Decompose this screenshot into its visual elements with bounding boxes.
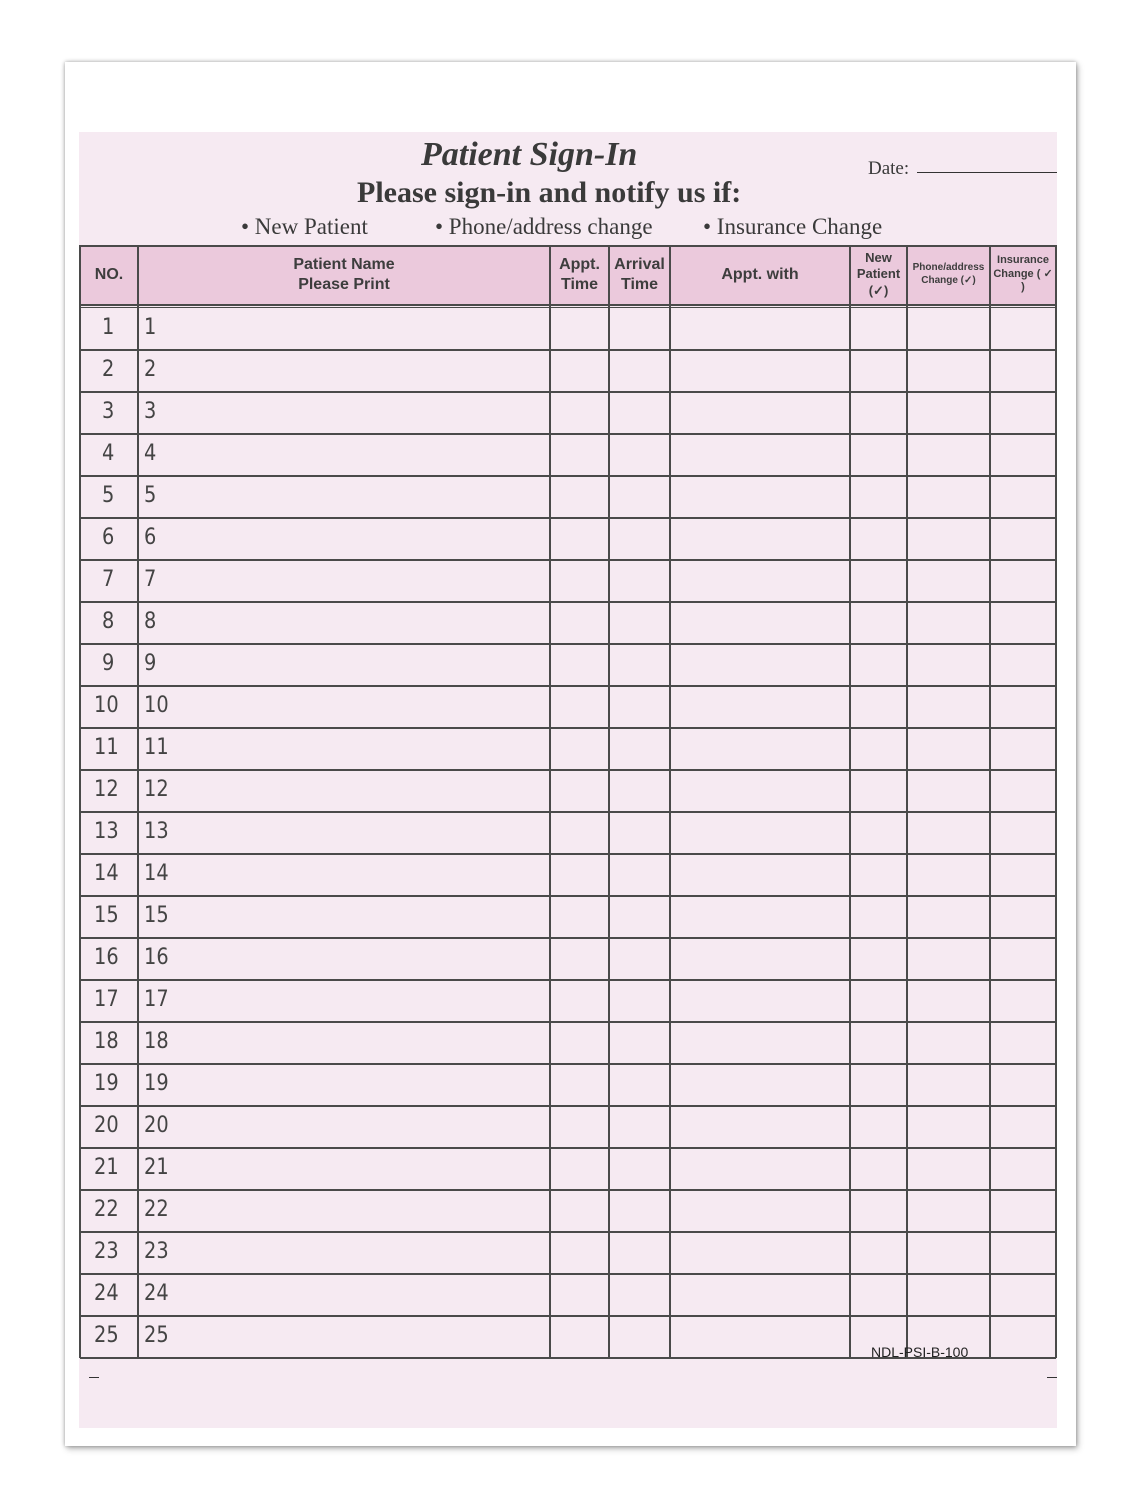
header-appt-time (550, 245, 609, 304)
row-rule (80, 1063, 1056, 1065)
patient-name-line-number: 15 (144, 903, 169, 928)
row-number: 4 (102, 441, 115, 466)
patient-name-line-number: 1 (144, 315, 157, 340)
table-row[interactable] (80, 1274, 1056, 1316)
patient-name-line-number: 22 (144, 1197, 169, 1222)
patient-name-line-number: 12 (144, 777, 169, 802)
patient-name-line-number: 5 (144, 483, 157, 508)
row-number: 16 (94, 945, 119, 970)
patient-name-line-number: 16 (144, 945, 169, 970)
header-appt-time-line2: Time (560, 275, 599, 293)
row-rule (80, 811, 1056, 813)
row-rule (80, 937, 1056, 939)
header-phone-address-line2: Change (✓) (921, 274, 976, 286)
header-phone-address-line1: Phone/address (912, 262, 985, 273)
patient-name-line-number: 21 (144, 1155, 169, 1180)
row-rule (80, 559, 1056, 561)
table-row[interactable] (80, 350, 1056, 392)
column-rule (137, 245, 139, 1358)
patient-name-line-number: 6 (144, 525, 157, 550)
row-rule (80, 1273, 1056, 1275)
patient-name-line-number: 13 (144, 819, 169, 844)
table-row[interactable] (80, 770, 1056, 812)
header-arrival-time (609, 245, 670, 304)
patient-name-line-number: 24 (144, 1281, 169, 1306)
form-code: NDL-PSI-B-100 (871, 1344, 969, 1360)
reason-new-patient: • New Patient (241, 214, 368, 239)
table-row[interactable] (80, 1190, 1056, 1232)
row-number: 5 (102, 483, 115, 508)
trim-mark-left (89, 1377, 99, 1378)
table-row[interactable] (80, 392, 1056, 434)
patient-name-line-number: 2 (144, 357, 157, 382)
row-number: 15 (94, 903, 119, 928)
header-new-patient-line1: New Patient (856, 250, 901, 282)
column-rule (1055, 245, 1057, 1358)
row-rule (80, 1189, 1056, 1191)
patient-name-line-number: 20 (144, 1113, 169, 1138)
patient-name-line-number: 23 (144, 1239, 169, 1264)
sign-in-sheet (65, 62, 1076, 1446)
table-row[interactable] (80, 644, 1056, 686)
row-number: 17 (94, 987, 119, 1012)
table-top-rule (80, 245, 1056, 247)
header-appt-with (670, 245, 850, 304)
table-row[interactable] (80, 728, 1056, 770)
table-row[interactable] (80, 308, 1056, 350)
header-insurance-change-line2: Change ( ✓ ) (993, 267, 1053, 294)
header-arrival-time-line2: Time (620, 275, 659, 293)
row-rule (80, 475, 1056, 477)
column-rule (79, 245, 81, 1358)
column-rule (608, 245, 610, 1358)
row-number: 3 (102, 399, 115, 424)
table-row[interactable] (80, 1232, 1056, 1274)
column-rule (906, 245, 908, 1358)
reason-phone-address-change: • Phone/address change (435, 214, 653, 239)
row-rule (80, 895, 1056, 897)
row-rule (80, 979, 1056, 981)
trim-mark-right (1047, 1377, 1057, 1378)
date-field[interactable] (917, 172, 1057, 173)
table-row[interactable] (80, 434, 1056, 476)
patient-name-line-number: 4 (144, 441, 157, 466)
table-row[interactable] (80, 1106, 1056, 1148)
header-no (80, 245, 138, 304)
row-rule (80, 685, 1056, 687)
table-row[interactable] (80, 854, 1056, 896)
patient-name-line-number: 18 (144, 1029, 169, 1054)
column-rule (989, 245, 991, 1358)
header-patient-name-line1: Patient Name (293, 255, 395, 273)
row-rule (80, 391, 1056, 393)
patient-name-line-number: 11 (144, 735, 169, 760)
patient-name-line-number: 8 (144, 609, 157, 634)
header-arrival-time-line1: Arrival (614, 255, 665, 273)
row-number: 7 (102, 567, 115, 592)
patient-name-line-number: 7 (144, 567, 157, 592)
table-row[interactable] (80, 1148, 1056, 1190)
patient-name-line-number: 25 (144, 1323, 169, 1348)
pad-binding-stub (65, 62, 1076, 130)
row-rule (80, 1021, 1056, 1023)
sign-in-table (80, 245, 1056, 1358)
header-appt-time-line1: Appt. (559, 255, 600, 273)
row-rule (80, 1147, 1056, 1149)
row-rule (80, 643, 1056, 645)
row-number: 22 (94, 1197, 119, 1222)
table-row[interactable] (80, 476, 1056, 518)
row-rule (80, 853, 1056, 855)
patient-name-line-number: 3 (144, 399, 157, 424)
row-rule (80, 517, 1056, 519)
header-patient-name-line2: Please Print (298, 275, 390, 293)
row-number: 19 (94, 1071, 119, 1096)
table-row[interactable] (80, 1064, 1056, 1106)
patient-name-line-number: 17 (144, 987, 169, 1012)
header-bottom-rule (80, 304, 1056, 306)
row-rule (80, 1231, 1056, 1233)
row-number: 6 (102, 525, 115, 550)
date-label: Date: (868, 158, 910, 179)
header-new-patient (850, 245, 907, 304)
form-subtitle: Please sign-in and notify us if: (357, 176, 742, 209)
row-number: 11 (94, 735, 119, 760)
column-rule (849, 245, 851, 1358)
row-rule (80, 601, 1056, 603)
header-appt-with-label: Appt. with (721, 265, 799, 283)
row-number: 2 (102, 357, 115, 382)
row-number: 8 (102, 609, 115, 634)
row-number: 23 (94, 1239, 119, 1264)
row-number: 20 (94, 1113, 119, 1138)
table-row[interactable] (80, 1022, 1056, 1064)
form-title: Patient Sign-In (421, 136, 638, 173)
row-rule (80, 1315, 1056, 1317)
column-rule (669, 245, 671, 1358)
table-row[interactable] (80, 602, 1056, 644)
table-row[interactable] (80, 938, 1056, 980)
table-row[interactable] (80, 560, 1056, 602)
reason-insurance-change: • Insurance Change (703, 214, 883, 239)
row-number: 1 (102, 315, 115, 340)
column-rule (549, 245, 551, 1358)
header-insurance-change (990, 245, 1056, 304)
row-number: 9 (102, 651, 115, 676)
row-rule (80, 433, 1056, 435)
table-row[interactable] (80, 812, 1056, 854)
header-phone-address-change (907, 245, 990, 304)
table-row[interactable] (80, 896, 1056, 938)
row-number: 25 (94, 1323, 119, 1348)
header-patient-name (138, 245, 550, 304)
row-number: 14 (94, 861, 119, 886)
header-bottom-rule-thin (80, 307, 1056, 308)
patient-name-line-number: 10 (144, 693, 169, 718)
row-rule (80, 1105, 1056, 1107)
row-number: 13 (94, 819, 119, 844)
row-number: 18 (94, 1029, 119, 1054)
header-no-label: NO. (94, 265, 124, 283)
header-insurance-change-line1: Insurance (997, 253, 1049, 266)
table-row[interactable] (80, 686, 1056, 728)
row-rule (80, 727, 1056, 729)
table-row[interactable] (80, 980, 1056, 1022)
patient-name-line-number: 19 (144, 1071, 169, 1096)
notify-reasons (241, 214, 961, 242)
row-number: 21 (94, 1155, 119, 1180)
patient-name-line-number: 14 (144, 861, 169, 886)
header-new-patient-line2: (✓) (868, 282, 889, 298)
row-number: 12 (94, 777, 119, 802)
row-number: 10 (94, 693, 119, 718)
row-number: 24 (94, 1281, 119, 1306)
row-rule (80, 349, 1056, 351)
patient-name-line-number: 9 (144, 651, 157, 676)
row-rule (80, 769, 1056, 771)
table-row[interactable] (80, 518, 1056, 560)
